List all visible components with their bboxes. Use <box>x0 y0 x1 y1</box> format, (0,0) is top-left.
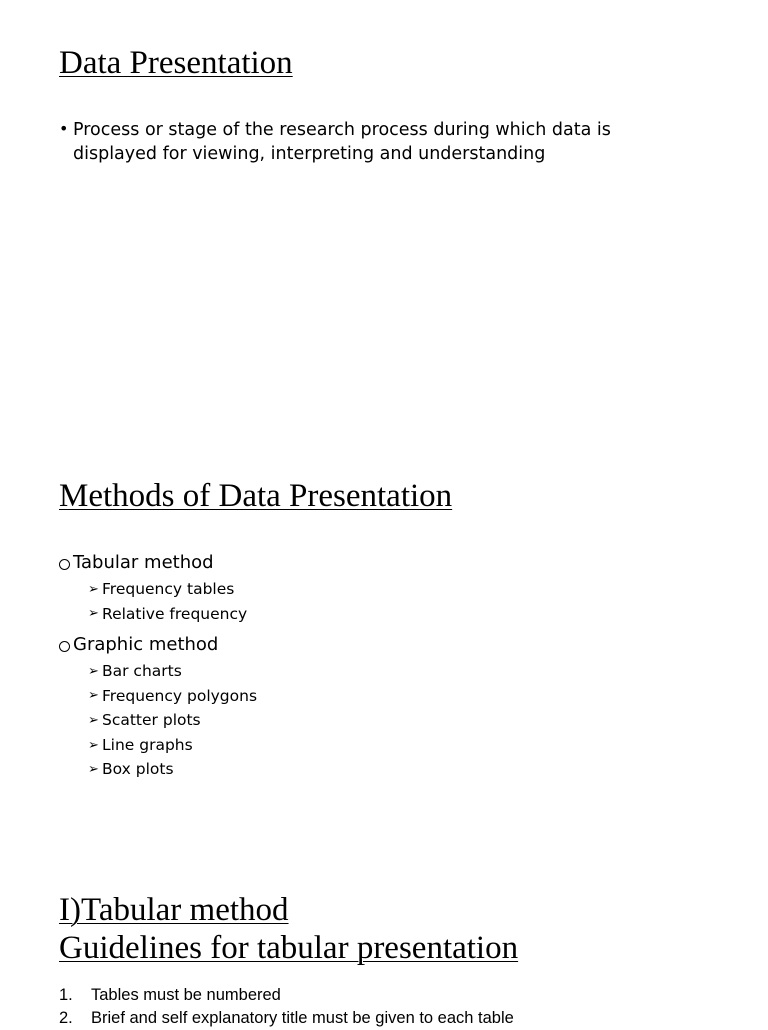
arrow-bullet-icon: ➢ <box>88 663 99 679</box>
bullet-dot-icon: • <box>59 119 69 138</box>
ring-bullet-icon <box>59 641 70 652</box>
bullet-text-line-1: Process or stage of the research process during which data is <box>73 120 611 140</box>
arrow-bullet-icon: ➢ <box>88 712 99 728</box>
slide-title: Data Presentation <box>59 45 293 81</box>
list-item <box>59 984 514 1007</box>
method-group-graphic <box>59 633 257 782</box>
list-item <box>88 577 247 602</box>
list-item <box>88 602 247 627</box>
list-item <box>88 733 257 758</box>
method-label-text: Graphic method <box>73 634 219 655</box>
method-label <box>59 633 257 657</box>
guidelines-list <box>59 984 514 1030</box>
method-group-tabular <box>59 551 247 626</box>
list-item-text: Scatter plots <box>102 711 201 730</box>
list-item <box>88 757 257 782</box>
slide-title: Methods of Data Presentation <box>59 478 453 514</box>
list-item-text: Brief and self explanatory title must be given to each table <box>91 1009 514 1027</box>
list-item-text: Tables must be numbered <box>91 986 281 1004</box>
method-label <box>59 551 247 575</box>
slide-title-line-1: I)Tabular method <box>59 892 289 928</box>
arrow-bullet-icon: ➢ <box>88 762 99 778</box>
bullet-text-line-2: displayed for viewing, interpreting and understanding <box>73 144 546 164</box>
arrow-bullet-icon: ➢ <box>88 606 99 622</box>
sub-list <box>59 659 257 782</box>
list-item <box>88 708 257 733</box>
list-item-text: Bar charts <box>102 662 182 680</box>
method-label-text: Tabular method <box>73 552 214 573</box>
arrow-bullet-icon: ➢ <box>88 581 99 597</box>
bullet-item <box>59 118 659 166</box>
arrow-bullet-icon: ➢ <box>88 688 99 704</box>
list-number: 2. <box>59 1009 73 1027</box>
sub-list <box>59 577 247 626</box>
list-number: 1. <box>59 986 73 1004</box>
list-item-text: Line graphs <box>102 735 193 754</box>
list-item-text: Frequency tables <box>102 580 235 598</box>
list-item-text: Box plots <box>102 760 174 779</box>
slide-title-line-2: Guidelines for tabular presentation <box>59 930 519 966</box>
list-item <box>88 684 257 709</box>
list-item-text: Relative frequency <box>102 604 248 623</box>
list-item-text: Frequency polygons <box>102 686 258 705</box>
ring-bullet-icon <box>59 559 70 570</box>
arrow-bullet-icon: ➢ <box>88 737 99 753</box>
list-item <box>88 659 257 684</box>
list-item <box>59 1007 514 1030</box>
